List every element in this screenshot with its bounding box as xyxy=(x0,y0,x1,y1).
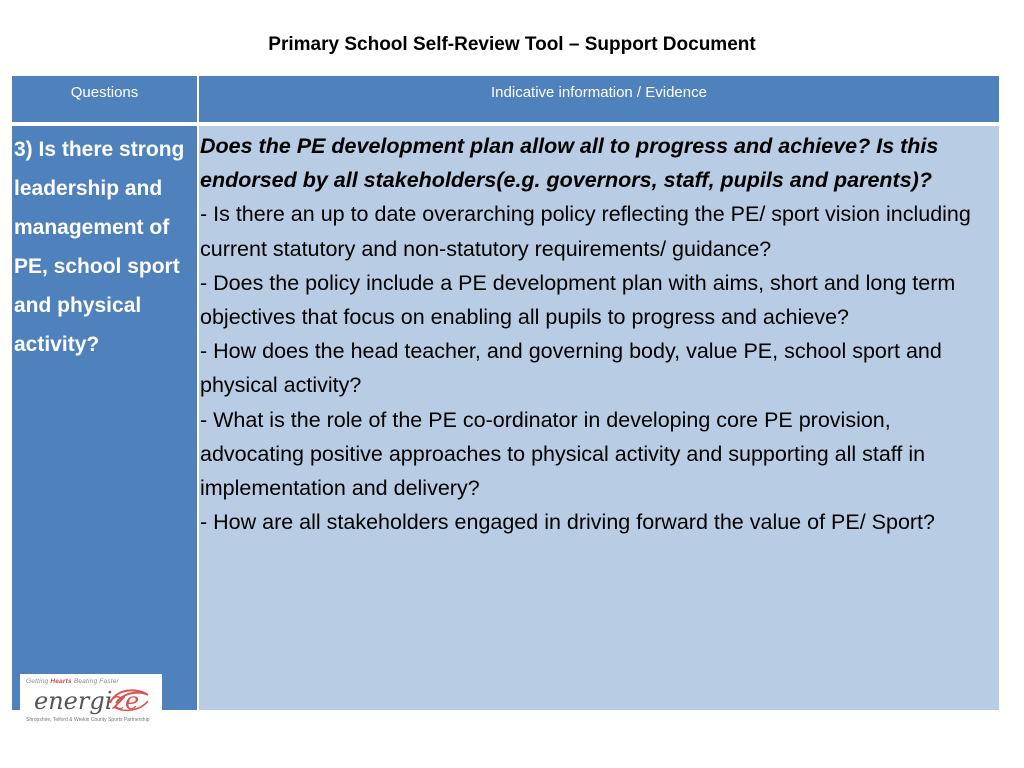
header-evidence: Indicative information / Evidence xyxy=(197,76,999,122)
logo-tagline: Getting Hearts Beating Faster xyxy=(26,678,119,685)
evidence-point: - How does the head teacher, and governing body, value PE, school sport and physical activity? xyxy=(200,339,942,398)
header-questions: Questions xyxy=(12,76,197,122)
logo-subtitle: Shropshire, Telford & Wrekin County Sports Partnership xyxy=(26,717,150,723)
evidence-point: - How are all stakeholders engaged in driving forward the value of PE/ Sport? xyxy=(200,510,935,535)
evidence-point: - Does the policy include a PE development plan with aims, short and long term objectives that focus on enabling all pupils to progress and achieve? xyxy=(200,270,956,330)
evidence-point: - Is there an up to date overarching policy reflecting the PE/ sport vision including current statutory and non-statutory requirements/ guidance? xyxy=(200,202,971,261)
evidence-point: - What is the role of the PE co-ordinator in developing core PE provision, advocating positive approaches to physical activity and supporting all staff in implementation and delivery? xyxy=(200,407,926,501)
question-text: 3) Is there strong leadership and management of PE, school sport and physical activity? xyxy=(14,138,185,356)
question-cell xyxy=(12,126,197,710)
lead-question: Does the PE development plan allow all to progress and achieve? Is this endorsed by all stakeholders(e.g. governors, staff, pupils and parents)? xyxy=(200,134,939,193)
evidence-cell xyxy=(197,126,999,710)
heart-swoosh-icon xyxy=(106,685,152,715)
logo-wordmark: energize xyxy=(26,687,156,715)
review-table xyxy=(12,76,999,710)
energize-logo xyxy=(20,674,162,732)
document-title: Primary School Self-Review Tool – Support Document xyxy=(268,34,756,55)
